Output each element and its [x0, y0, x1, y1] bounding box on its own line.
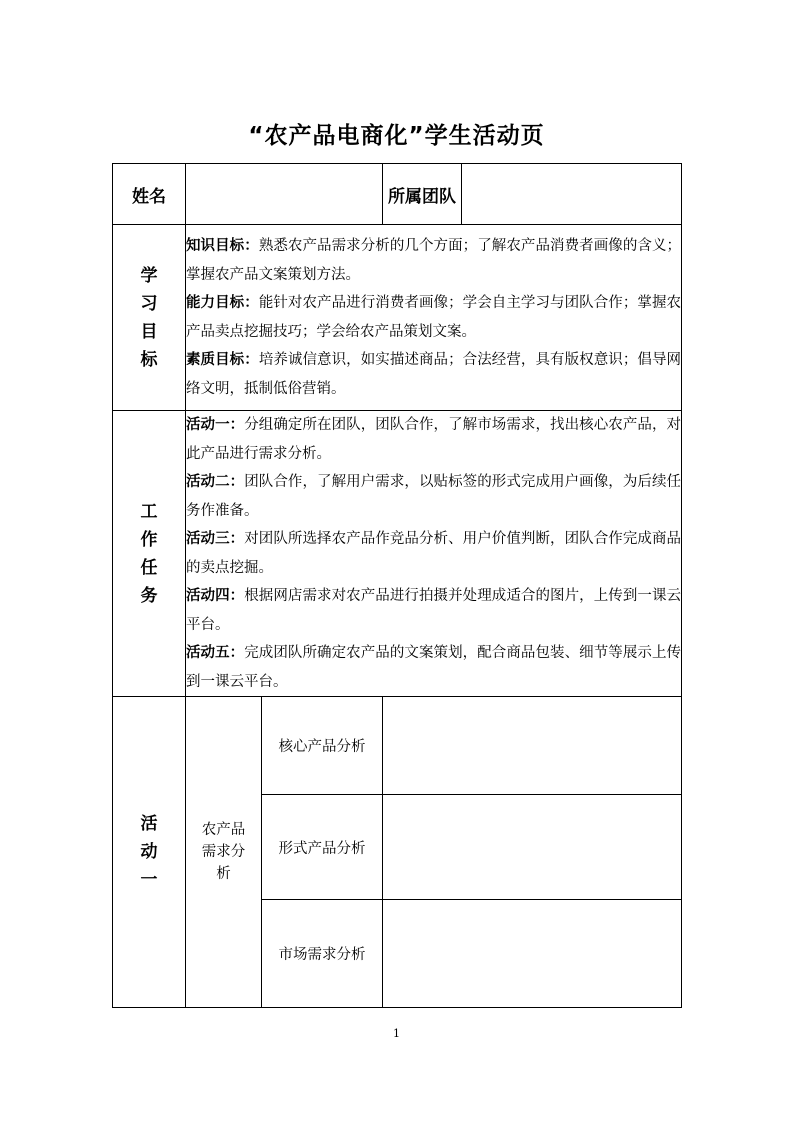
objectives-label: 学 习 目 标 [113, 225, 186, 411]
name-label: 姓名 [113, 164, 186, 225]
objectives-content [186, 225, 682, 411]
tasks-row [113, 411, 682, 697]
formal-product-label: 形式产品分析 [262, 795, 383, 900]
core-product-field[interactable] [383, 697, 682, 795]
activity1-sub-label: 农产品 需求分 析 [186, 697, 262, 1008]
task-item: 活动五：完成团队所确定农产品的文案策划，配合商品包装、细节等展示上传到一课云平台。 [186, 645, 682, 690]
name-field[interactable] [186, 164, 383, 225]
team-field[interactable] [462, 164, 682, 225]
task-item: 活动二：团队合作，了解用户需求，以贴标签的形式完成用户画像，为后续任务作准备。 [186, 474, 682, 519]
knowledge-objective: 知识目标：熟悉农产品需求分析的几个方面；了解农产品消费者画像的含义；掌握农产品文案策划方法。 [186, 238, 682, 283]
team-label: 所属团队 [383, 164, 462, 225]
ability-objective: 能力目标：能针对农产品进行消费者画像；学会自主学习与团队合作；掌握农产品卖点挖掘技巧；学会给农产品策划文案。 [186, 295, 682, 340]
quality-objective: 素质目标：培养诚信意识，如实描述商品；合法经营，具有版权意识；倡导网络文明，抵制低俗营销。 [186, 352, 682, 397]
objectives-row [113, 225, 682, 411]
formal-product-field[interactable] [383, 795, 682, 900]
page-title: “农产品电商化”学生活动页 [248, 123, 545, 149]
task-item: 活动一：分组确定所在团队，团队合作，了解市场需求，找出核心农产品，对此产品进行需求分析。 [186, 417, 682, 462]
task-item: 活动四：根据网店需求对农产品进行拍摄并处理成适合的图片，上传到一课云平台。 [186, 588, 682, 633]
activity1-row [113, 697, 682, 795]
page-number: 1 [393, 1027, 400, 1040]
activity1-label: 活 动 一 [113, 697, 186, 1008]
market-demand-label: 市场需求分析 [262, 900, 383, 1008]
header-row [113, 164, 682, 225]
market-demand-field[interactable] [383, 900, 682, 1008]
task-item: 活动三：对团队所选择农产品作竞品分析、用户价值判断，团队合作完成商品的卖点挖掘。 [186, 531, 682, 576]
activity-sheet-table [112, 163, 682, 1008]
tasks-label: 工 作 任 务 [113, 411, 186, 697]
core-product-label: 核心产品分析 [262, 697, 383, 795]
tasks-content [186, 411, 682, 697]
